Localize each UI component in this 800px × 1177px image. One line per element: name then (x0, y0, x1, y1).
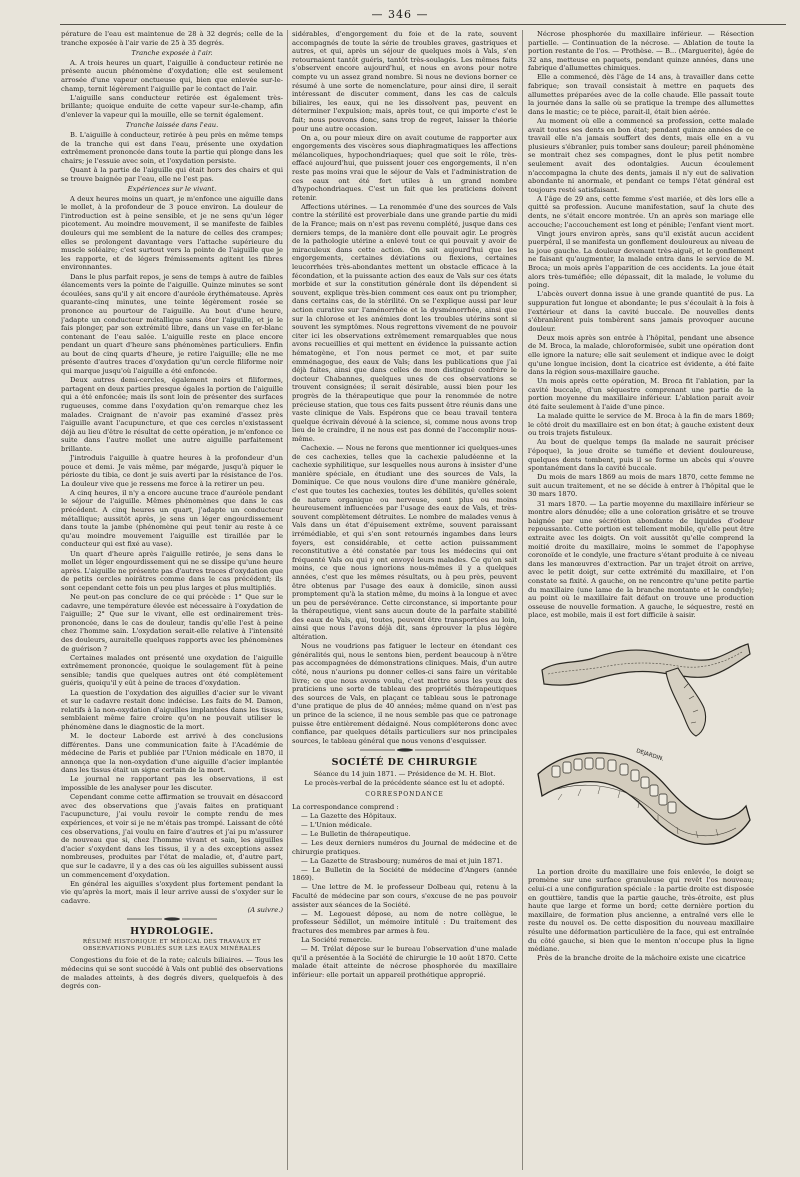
subheading: Tranche exposée à l'air. (131, 49, 213, 58)
correspondence-item: — M. Legouest dépose, au nom de notre collègue, le professeur Sédillot, un mémoire intitulé : Du traitement des fractures des membres par armes à feu. (292, 909, 517, 935)
paragraph: Au moment où elle a commencé sa profession, cette malade avait toutes ses dents en bon état; pendant quinze années de ce travail elle n'a jamais souffert des dents, mais elle en a vu plusieurs s'ébranler, puis tomber sans douleur; pareil phénomène se montrait chez ses compagnes, dont le plus petit nombre seulement avait des odontalgies. Aucun écoulement n'accompagna la chute des dents, jamais il n'y eut de salivation abondante ni anormale, et pendant ce temps l'état général est toujours resté satisfaisant. (528, 116, 754, 194)
correspondence-item: — Les deux derniers numéros du Journal de médecine et de chirurgie pratiques. (292, 838, 517, 856)
proces-verbal-line: Le procès-verbal de la précédente séance est lu et adopté. (304, 779, 505, 788)
article-title: Nécrose phosphorée du maxillaire inférieur. — Résection partielle. — Continuation de la nécrose. — Ablation de toute la portion restante de l'os. — Prothèse. — B... (Marguerite), âgée de 32 ans, metteuse en paquets, pendant quinze années, dans une fabrique d'allumettes chimiques. (528, 30, 754, 73)
paragraph: Au bout de quelque temps (la malade ne saurait préciser l'époque), la joue droite se tuméfie et devient douloureuse, quelques dents tombent, puis il se forme un abcès qui s'ouvre spontanément dans la cavité buccale. (528, 438, 754, 473)
figure-engraver-label: DEJARDIN. (635, 748, 665, 763)
paragraph: Deux autres demi-cercles, également noirs et filiformes, partagent en deux parties presque égales la portion de l'aiguille qui a été enfoncée; mais ils sont loin de présenter des surfaces rugueuses, comme dans l'oxydation qu'on remarque chez les malades. Craignant de n'avoir pas examiné d'assez près l'aiguille avant l'acupuncture, et que ces cercles n'existassent déjà au lieu d'être le résultat de cette opération, je m'enfonce ce suite dans l'autre mollet une autre aiguille parfaitement brillante. (61, 376, 283, 453)
paragraph: Certaines malades ont présenté une oxydation de l'aiguille extrêmement prononcée, quoique le soulagement fût à peine sensible; tandis que quelques autres ont été complètement guéris, quoiqu'il y eût à peine de traces d'oxydation. (61, 653, 283, 688)
correspondence-item: — Le Bulletin de la Société de médecine d'Angers (année 1869). (292, 865, 517, 883)
correspondence-item: — La Gazette des Hôpitaux. (301, 811, 397, 820)
paragraph: Cependant comme cette affirmation se trouvait en désaccord avec des observations que j'avais faites en pratiquant l'acupuncture, j'ai voulu revoir le compte rendu de mes expériences, et voir si je ne m'étais pas trompé. Laissant de côté ces observations, j'ai voulu en faire d'autres et j'ai pu m'assurer de nouveau que si, chez l'homme vivant et sain, les aiguilles d'acier s'oxydent dans les tissus, il y a des exceptions assez nombreuses, produites par l'état de maladie, et, d'autre part, que sur le cadavre, il y a des cas où les aiguilles subissent aussi un commencement d'oxydation. (61, 793, 283, 879)
section-title: SOCIÉTÉ DE CHIRURGIE (331, 757, 478, 769)
correspondence-list (292, 812, 517, 980)
paragraph: Dans le plus parfait repos, je sens de temps à autre de faibles élancements vers la pointe de l'aiguille. Quinze minutes se sont écoulées, sans qu'il y ait encore d'auréole érythémateuse. Après quarante-cinq minutes, une teinte légèrement rosée se prononce au pourtour de l'aiguille. Au bout d'une heure, j'adapte un conducteur métallique sans ôter l'aiguille, et je le fais plonger, par son extrémité libre, dans un vase en fer-blanc contenant de l'eau salée. L'aiguille reste en place encore pendant un quart d'heure sans phénomènes particuliers. Enfin au bout de cinq quarts d'heure, je retire l'aiguille; elle ne me présente d'autres traces d'oxydation qu'un cercle filiforme noir qui marque jusqu'où l'aiguille a été enfoncée. (61, 272, 283, 376)
paragraph: A. A trois heures un quart, l'aiguille à conducteur retirée ne présente aucun phénomène d'oxydation; elle est seulement arrosée d'une vapeur onctueuse qui, bien que enlevée sur-le-champ, ternit légèrement l'aiguille par le contact de l'air. (61, 58, 283, 93)
paragraph: Vingt jours environ après, sans qu'il existât aucun accident puerpéral, il se manifesta un gonflement douloureux au niveau de la joue gauche. La douleur devenant très-aiguë, et le gonflement ne faisant qu'augmenter, la malade entra dans le service de M. Broca; un mois après l'apparition de ces accidents. La joue était alors très-tuméfiée; elle dépassait, dit la malade, le volume du poing. (528, 229, 754, 290)
correspondence-item: — M. Trélat dépose sur le bureau l'observation d'une malade qu'il a présentée à la Société de chirurgie le 10 août 1870. Cette malade était atteinte de nécrose phosphorée du maxillaire inférieur: elle portait un appareil prothétique approprié. (292, 945, 517, 979)
paragraph: La correspondance comprend : (292, 802, 399, 811)
correspondence-item: La Société remercie. (301, 935, 373, 944)
paragraph: Un quart d'heure après l'aiguille retirée, je sens dans le mollet un léger engourdissement qui ne se dissipe qu'une heure après. L'aiguille ne présente pas d'autres traces d'oxydation que de petits cercles noirâtres comme dans le cas précédent; ils sont cependant cette fois un peu plus larges et plus multipliés. (61, 549, 283, 592)
paragraph: La question de l'oxydation des aiguilles d'acier sur le vivant et sur le cadavre restait donc indécise. Les faits de M. Damon, relatifs à la non-oxydation d'aiguilles implantées dans les tissus, semblaient même faire croire qu'on ne pouvait utiliser le phénomène dans le diagnostic de la mort. (61, 688, 283, 731)
correspondence-item: — Le Bulletin de thérapeutique. (301, 829, 411, 838)
paragraph: Quant à la partie de l'aiguille qui était hors des chairs et qui se trouve baignée par l'eau, elle ne l'est pas. (61, 165, 283, 183)
paragraph: L'aiguille sans conducteur retirée est également très-brillante; quoique enduite de cette vapeur sur-le-champ, afin d'enlever la vapeur qui la mouille, elle se ternit également. (61, 93, 283, 119)
paragraph: Un mois après cette opération, M. Broca fit l'ablation, par la cavité buccale, d'un séquestre comprenant une partie de la portion moyenne du maxillaire inférieur. L'ablation parait avoir été faite seulement à l'aide d'une pince. (528, 377, 754, 412)
correspondence-item: — L'Union médicale. (301, 820, 372, 829)
column-2 (292, 30, 517, 1170)
paragraph: En général les aiguilles s'oxydent plus fortement pendant la vie qu'après la mort, mais il leur arrive aussi de s'oxyder sur le cadavre. (61, 879, 283, 905)
column-divider (522, 30, 523, 1170)
paragraph: pérature de l'eau est maintenue de 28 à 32 degrés; celle de la tranche exposée à l'air varie de 25 à 35 degrés. (61, 30, 283, 47)
paragraph: A deux heures moins un quart, je m'enfonce une aiguille dans le mollet, à la profondeur de 3 pouce environ. La douleur de l'introduction est à peine sensible, et je ne sens qu'un léger picotement. Au moindre mouvement, il se manifeste de faibles douleurs qui me semblent de la nature de celles des crampes; elles se prolongent davantage vers l'attache supérieure du muscle soléaire; c'est surtout vers la pointe de l'aiguille que je les rapporte, et de légers frémissements agitent les fibres environnantes. (61, 194, 283, 272)
paragraph: Nous ne voudrions pas fatiguer le lecteur en étendant ces généralités qui, nous le sentons bien, perdent beaucoup à n'être pas accompagnées de démonstrations cliniques. Mais, d'un autre côté, nous n'aurions pu donner celles-ci sans faire un véritable livre; ce que nous avons voulu, c'est mettre sous les yeux des praticiens une sorte de tableau des propriétés thérapeutiques des sources de Vals, en plaçant ce tableau sous le patronage d'une pratique de plus de 40 années; même quand on n'est pas un prince de la science, il ne nous semble pas que ce patronage puisse être entièrement dédaigné. Nous compléterons donc avec confiance, par quelques détails particuliers sur nos principales sources, le tableau général que nous venons d'esquisser. (292, 642, 517, 745)
ornament-divider (345, 748, 465, 752)
correspondence-item: — La Gazette de Strasbourg; numéros de mai et juin 1871. (301, 856, 503, 865)
correspondence-item: — Une lettre de M. le professeur Dolbeau qui, retenu à la Faculté de médecine par son cours, s'excuse de ne pas pouvoir assister aux séances de la Société. (292, 883, 517, 909)
paragraph: On a, ou pour mieux dire on avait coutume de rapporter aux engorgements des viscères sous diaphragmatiques les affections mélancoliques, hypochondriaques; quel que soit le rôle, très-effacé aujourd'hui, que puissent jouer ces engorgements, il n'en reste pas moins vrai que le séjour de Vals et l'administration de ces eaux ont été fort utiles à un grand nombre d'hypochondriaques. C'est un fait que les praticiens doivent retenir. (292, 133, 517, 202)
section-title: HYDROLOGIE. (130, 926, 214, 938)
column-divider (287, 30, 288, 1170)
paragraph: A l'âge de 29 ans, cette femme s'est mariée, et dès lors elle a quitté sa profession. Aucune manifestation, sauf la chute des dents, ne s'était encore montrée. Un an après son mariage elle accouche; l'accouchement est long et pénible; l'enfant vient mort. (528, 194, 754, 229)
paragraph: A cinq heures, il n'y a encore aucune trace d'auréole pendant le séjour de l'aiguille. Mêmes phénomènes que dans le cas précédent. A cinq heures un quart, j'adapte un conducteur métallique; aussitôt après, je sens un léger engourdissement dans toute la jambe (phénomène qui peut tenir au reste à ce qu'au moindre mouvement l'aiguille est tiraillée par le conducteur qui est fixé au vase). (61, 488, 283, 549)
paragraph: B. L'aiguille à conducteur, retirée à peu près en même temps de la tranche qui est dans l'eau, présente une oxydation extrêmement prononcée dans toute la partie qui plonge dans les chairs; je l'essuie avec soin, et l'oxydation persiste. (61, 131, 283, 165)
paragraph: Ne peut-on pas conclure de ce qui précède : 1° Que sur le cadavre, une température élevée est nécessaire à l'oxydation de l'aiguille; 2° Que sur le vivant, elle est ordinairement très-prononcée, dans le cas de douleur, tandis qu'elle l'est à peine chez l'homme sain. L'oxydation serait-elle relative à l'intensité des douleurs, auraitelle quelques rapports avec les phénomènes de guérison ? (61, 593, 283, 653)
paragraph: M. le docteur Laborde est arrivé à des conclusions différentes. Dans une communication faite à l'Académie de médecine de Paris et publiée par l'Union médicale en 1870, il annonça que la non-oxydation d'une aiguille d'acier implantée dans les tissus était un signe certain de la mort. (61, 732, 283, 775)
paragraph: J'introduis l'aiguille à quatre heures à la profondeur d'un pouce et demi. Je vais même, par mégarde, jusqu'à piquer le périoste du tibia, ce dont je suis averti par la résistance de l'os. La douleur vive que je ressens me force à la retirer un peu. (61, 454, 283, 488)
ornament-divider (127, 917, 217, 921)
paragraph: Congestions du foie et de la rate; calculs biliaires. — Tous les médecins qui se sont succédé à Vals ont publié des observations de malades atteints, à des degrés divers, quelquefois à des degrés con- (61, 956, 283, 991)
paragraph: 31 mars 1870. — La partie moyenne du maxillaire inférieur se montre alors dénudée; elle a une coloration grisâtre et se trouve baignée par une sécrétion abondante de liquides d'odeur repoussante. Cette portion est tellement mobile, qu'elle peut être extraite avec les doigts. On voit aussitôt qu'elle comprend la moitié droite du maxillaire, moins le sommet de l'apophyse coronoïde et le condyle, une fracture s'étant produite à ce niveau dans les manœuvres d'extraction. Par un trajet étroit on arrive, avec le petit doigt, sur cette extrémité du maxillaire, et l'on constate sa fixité. A gauche, on ne rencontre qu'une petite partie du maxillaire (une lame de la branche montante et le condyle); au point où le maxillaire fait défaut on trouve une production osseuse de nouvelle formation. A gauche, le séquestre, resté en place, est mobile, mais il est fort difficile à saisir. (528, 499, 754, 620)
paragraph: Cachexie. — Nous ne ferons que mentionner ici quelques-unes de ces cachexies, telles que la cachexie paludéenne et la cachexie syphilitique, sur lesquelles nous aurons à insister d'une manière spéciale, en étudiant une des sources de Vals, la Dominique. Ce que nous voulons dire d'une manière générale, c'est que toutes les cachexies, toutes les débilités, qu'elles soient de nature organique ou nerveuse, sont plus ou moins heureusement influencées par l'usage des eaux de Vals, et très-souvent complètement détruites. Le nombre de malades venus à Vals dans un état d'épuisement extrême, souvent paraissant irrémédiable, et qui s'en sont retournés ingambes dans leurs foyers, est considérable, et cette action puissamment reconstitutive a été constatée par tous les médecins qui ont fréquenté Vals ou qui y ont envoyé leurs malades. Ce qu'on sait moins, ce que nous ignorions nous-mêmes il y a quelques années, c'est que les mêmes résultats, ou à peu près, peuvent être obtenus par l'usage des eaux à domicile, sinon aussi promptement qu'à la station même, du moins à la longue et avec un peu de persévérance. Cette circonstance, si importante pour la thérapeutique, vient sans aucun doute de la parfaite stabilité des eaux de Vals, qui, toutes, peuvent être transportées au loin, ainsi que nous l'avons déjà dit, sans éprouver la plus légère altération. (292, 444, 517, 642)
signature: (A suivre.) (247, 905, 283, 914)
column-3 (528, 30, 754, 1170)
page-number: — 346 — (371, 8, 429, 21)
paragraph: La malade quitte le service de M. Broca à la fin de mars 1869; le côté droit du maxillaire est en bon état; à gauche existent deux ou trois trajets fistuleux. (528, 412, 754, 438)
paragraph: Deux mois après son entrée à l'hôpital, pendant une absence de M. Broca, la malade, chloroformisée, subit une opération dont elle ignore la nature; elle sait seulement et indique avec le doigt qu'une longue incision, dont la cicatrice est évidente, a été faite dans la région sous-maxillaire gauche. (528, 333, 754, 377)
paragraph: Le journal ne rapportant pas les observations, il est impossible de les analyser pour les discuter. (61, 775, 283, 793)
subsection-title: CORRESPONDANCE (365, 790, 444, 798)
paragraph: Affections utérines. — La renommée d'une des sources de Vals contre la stérilité est proverbiale dans une grande partie du midi de la France; mais on n'est pas revenu complété, jusque dans ces derniers temps, de la manière dont elle pouvait agir. Le progrès de la pathologie utérine a enlevé tout ce qui pouvait y avoir de miraculeux dans cette action. On sait aujourd'hui que les engorgements, certaines déviations ou flexions, certaines leucorrhées très-abondantes mettent un obstacle efficace à la fécondation, et la puissante action des eaux de Vals sur ces états morbide et sur la constitution générale dont ils dépendent si souvent, explique très-bien comment ces eaux ont pu triompher, dans certains cas, de la stérilité. On se l'explique aussi par leur action curative sur l'aménorrhée et la dysménorrhée, ainsi que sur la chlorose et les anémies dont les troubles utérins sont si souvent les symptômes. Nous regrettons vivement de ne pouvoir citer ici les observations extrêmement remarquables que nous avons recueillies et qui mettent en évidence la puissante action hématogène, et l'on nous permet ce mot, et par suite emménagogue, des eaux de Vals; dans les publications que j'ai déjà faites, ainsi que dans celles de mon distingué confrère le docteur Chabannes, quelques unes de ces observations se trouvent consignées; il serait désirable, aussi bien pour les progrès de la thérapeutique que pour la renommée de notre précieuse station, que tous ces faits pussent être réunis dans une vaste clinique de Vals. Espérons que ce beau travail tentera quelque écrivain dévoué à la science, si, comme nous avons trop lieu de le craindre, il ne nous est pas donné de l'accomplir nous-même. (292, 202, 517, 443)
section-subtitle: RÉSUMÉ HISTORIQUE ET MÉDICAL DES TRAVAUX ET OBSERVATIONS PUBLIÉS SUR LES EAUX MINÉRALES (82, 939, 262, 953)
paragraph: L'abcès ouvert donna issue à une grande quantité de pus. La suppuration fut longue et abondante; le pus s'écoulait à la fois à l'extérieur et dans la cavité buccale. De nouvelles dents s'ébranlèrent puis tombèrent sans jamais provoquer aucune douleur. (528, 290, 754, 333)
paragraph: La portion droite du maxillaire une fois enlevée, le doigt se promène sur une surface granuleuse qui revêt l'os nouveau; celui-ci a une configuration spéciale : la partie droite est disposée en gouttière, tandis que la partie gauche, très-étroite, est plus haute que large et forme un bord; cette dernière portion du maxillaire, de formation plus ancienne, a entraîné vers elle le reste du nouvel os. De cette disposition du nouveau maxillaire résulte une déformation particulière de la face, qui est entraînée du côté gauche, si bien que le menton n'occupe plus la ligne médiane. (528, 867, 754, 954)
jawbone-illustration (528, 624, 754, 864)
column-1 (61, 30, 283, 1170)
subheading: Tranche laissée dans l'eau. (125, 121, 219, 130)
header-rule (60, 24, 786, 25)
paragraph: Elle a commencé, dès l'âge de 14 ans, à travailler dans cette fabrique; son travail consistait à mettre en paquets des allumettes préparées avec de la colle chaude. Elle passait toute la journée dans la salle où se pratique la trempe des allumettes dans le mastic; ce te pièce, parait-il, était bien aérée. (528, 73, 754, 116)
seance-line: Séance du 14 juin 1871. — Présidence de M. H. Blot. (313, 770, 496, 779)
paragraph: Du mois de mars 1869 au mois de mars 1870, cette femme ne suit aucun traitement, et ne se décide à entrer à l'hôpital que le 30 mars 1870. (528, 473, 754, 499)
paragraph: Près de la branche droite de la mâchoire existe une cicatrice (537, 954, 746, 963)
paragraph: sidérables, d'engorgement du foie et de la rate, souvent accompagnés de toute la série de troubles graves, gastriques et autres, et qui, après un séjour de quelques mois à Vals, s'en retournaient tantôt guéris, tantôt très-soulagés. Les mêmes faits s'observent encore aujourd'hui, et nous en avons pour notre compte vu un assez grand nombre. Si nous ne devions borner ce résumé à une sorte de nomenclature, pour ainsi dire, il serait intéressant de discuter comment, dans les cas de calculs biliaires, les eaux, qui ne les dissolvent pas, peuvent en déterminer l'expulsion; mais, après tout, ce qui importe c'est le fait; nous pouvons donc, sans trop de regret, laisser la théorie pour une autre occasion. (292, 30, 517, 133)
subheading: Expériences sur le vivant. (127, 185, 217, 194)
